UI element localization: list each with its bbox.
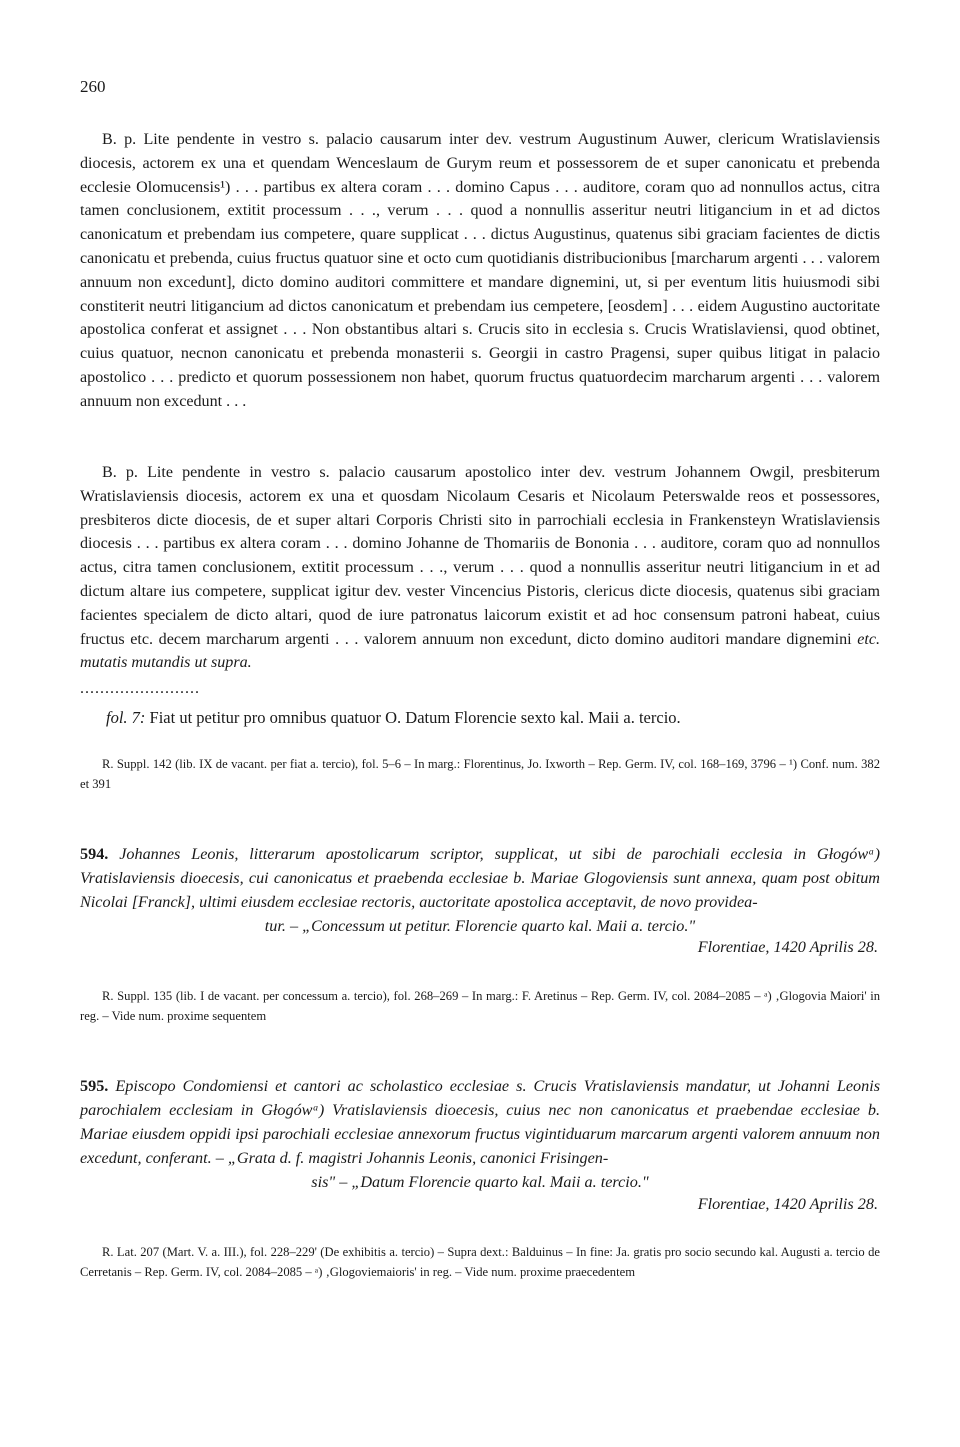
source-note-2 [80,986,880,1026]
folio-note [106,708,681,728]
regest-last-line: tur. – „Concessum ut petitur. Florencie quarto kal. Maii a. tercio." [264,917,696,935]
supplication-paragraph-1 [80,128,880,414]
regest-text: Episcopo Condomiensi et cantori ac scholastico ecclesiae s. Crucis Vratislaviensis mandatur, ut Johanni Leonis parochialem ecclesiam in Głogówᵃ) Vratislaviensis dioecesis, cuius nec non canonicatus et praebendae ecclesiae b. Mariae eiusdem oppidi ipsi parochiali ecclesiae annexorum fructus vigintiduarum marcarum argenti valorem annuum non excedunt, conferant. – „Grata d. f. magistri Johannis Leonis, canonici Frisingen- [80,1077,881,1167]
note-text: R. Suppl. 135 (lib. I de vacant. per concessum a. tercio), fol. 268–269 – In marg.: F. Aretinus – Rep. Germ. IV, col. 2084–2085 – ᵃ) ‚Glogovia Maiori' in reg. – Vide num. proxime sequentem [80,989,880,1023]
note-text: R. Suppl. 142 (lib. IX de vacant. per fiat a. tercio), fol. 5–6 – In marg.: Florentinus, Jo. Ixworth – Rep. Germ. IV, col. 168–169, 3796 – ¹) Conf. num. 382 et 391 [80,757,880,791]
folio-label: fol. 7: [106,708,146,727]
regest-594-date: Florentiae, 1420 Aprilis 28. [697,938,878,956]
regest-595-date: Florentiae, 1420 Aprilis 28. [697,1195,878,1213]
omission-dots: ........................ [80,680,200,697]
paragraph-text [80,461,880,675]
source-note-1 [80,754,880,794]
paragraph-text: B. p. Lite pendente in vestro s. palacio causarum inter dev. vestrum Augustinum Auwer, clericum Wratislaviensis diocesis, actorem ex una et quendam Wenceslaum de Gurym reum et possessorem de et super canonicatu et prebenda ecclesie Olomucensis¹) . . . partibus ex altera coram . . . domino Capus . . . auditore, coram quo ad nonnullos actus, citra tamen conclusionem, extitit processum . . ., verum . . . quod a nonnullis asseritur neutri litigancium in et ad dictos canonicatum et prebendam ius competere, quare supplicat . . . dictus Augustinus, quatenus sibi graciam facientes de dictis canonicatu et prebenda, cuius fructus quatuor sine et octo cum quotidianis distribucionibus [marcharum argenti . . . valorem annuum non excedunt], dicto domino auditori committere et mandare dignemini, ut, si per eventum litis huiusmodi sibi constiterit neutri litigancium ad dictos canonicatum et prebendam ius cempetere, [eosdem] . . . eidem Augustino auctoritate apostolica conferat et assignet . . . Non obstantibus altari s. Crucis sito in ecclesia s. Crucis Wratislaviensi, quod obtinet, cuius quatuor, necnon canonicatu et prebenda monasterii s. Georgii in castro Pragensi, super quibus litigat in palacio apostolico . . . predicto et quorum possessionem non habet, quorum fructus quatuordecim marcharum argenti . . . valorem annuum non excedunt . . . [80,131,880,410]
folio-text: Fiat ut petitur pro omnibus quatuor O. Datum Florencie sexto kal. Maii a. tercio. [149,708,681,727]
regest-last-line: sis" – „Datum Florencie quarto kal. Maii a. tercio." [311,1173,649,1191]
entry-number: 595. [80,1077,109,1095]
regest-text: Johannes Leonis, litterarum apostolicarum scriptor, supplicat, ut sibi de parochiali ecclesia in Głogówᵃ) Vratislaviensis dioecesis, cui canonicatus et praebenda ecclesiae b. Mariae Glogoviensis sunt annexa, quam post obitum Nicolai [Franck], ultimi eiusdem ecclesiae rectoris, auctoritate apostolica acceptavit, de novo providea- [80,845,880,911]
entry-number: 594. [80,845,109,863]
page-number: 260 [80,77,106,96]
regest-595 [80,1074,880,1194]
paragraph-italic-ending: etc. mutatis mutandis ut supra. [80,630,880,672]
regest-594 [80,842,880,938]
supplication-paragraph-2 [80,461,880,675]
note-text: R. Lat. 207 (Mart. V. a. III.), fol. 228–229' (De exhibitis a. tercio) – Supra dext.: Balduinus – In fine: Ja. gratis pro socio secundo kal. Augusti a. tercio de Cerretanis – Rep. Germ. IV, col. 2084–2085 – ᵃ) ‚Glogoviemaioris' in reg. – Vide num. proxime praecedentem [80,1245,880,1279]
source-note-3 [80,1242,880,1282]
paragraph-main-text: B. p. Lite pendente in vestro s. palacio causarum apostolico inter dev. vestrum Johannem Owgil, presbiterum Wratislaviensis diocesis, actorem ex una et quosdam Nicolaum Cesaris et Nicolaum Peterswalde reos et possessores, presbiteros dicte diocesis, de et super altari Corporis Christi sito in parrochiali ecclesia in Frankensteyn Wratislaviensis diocesis . . . partibus ex altera coram . . . domino Johanne de Thomariis de Bononia . . . auditore, coram quo ad nonnullos actus, citra tamen conclusionem, extitit processum . . ., verum . . . quod a nonnullis asseritur neutri litigancium in et ad dictum altare ius competere, supplicat igitur dev. vester Vincencius Pistoris, clericus dicte diocesis, quatenus sibi graciam facientes specialem de dicto altari, quod de iure patronatus laicorum existit et ad hoc consensum patroni habeat, cuius fructus etc. decem marcharum argenti . . . valorem annuum non excedunt, dicto domino auditori mandare dignemini [80,464,880,648]
